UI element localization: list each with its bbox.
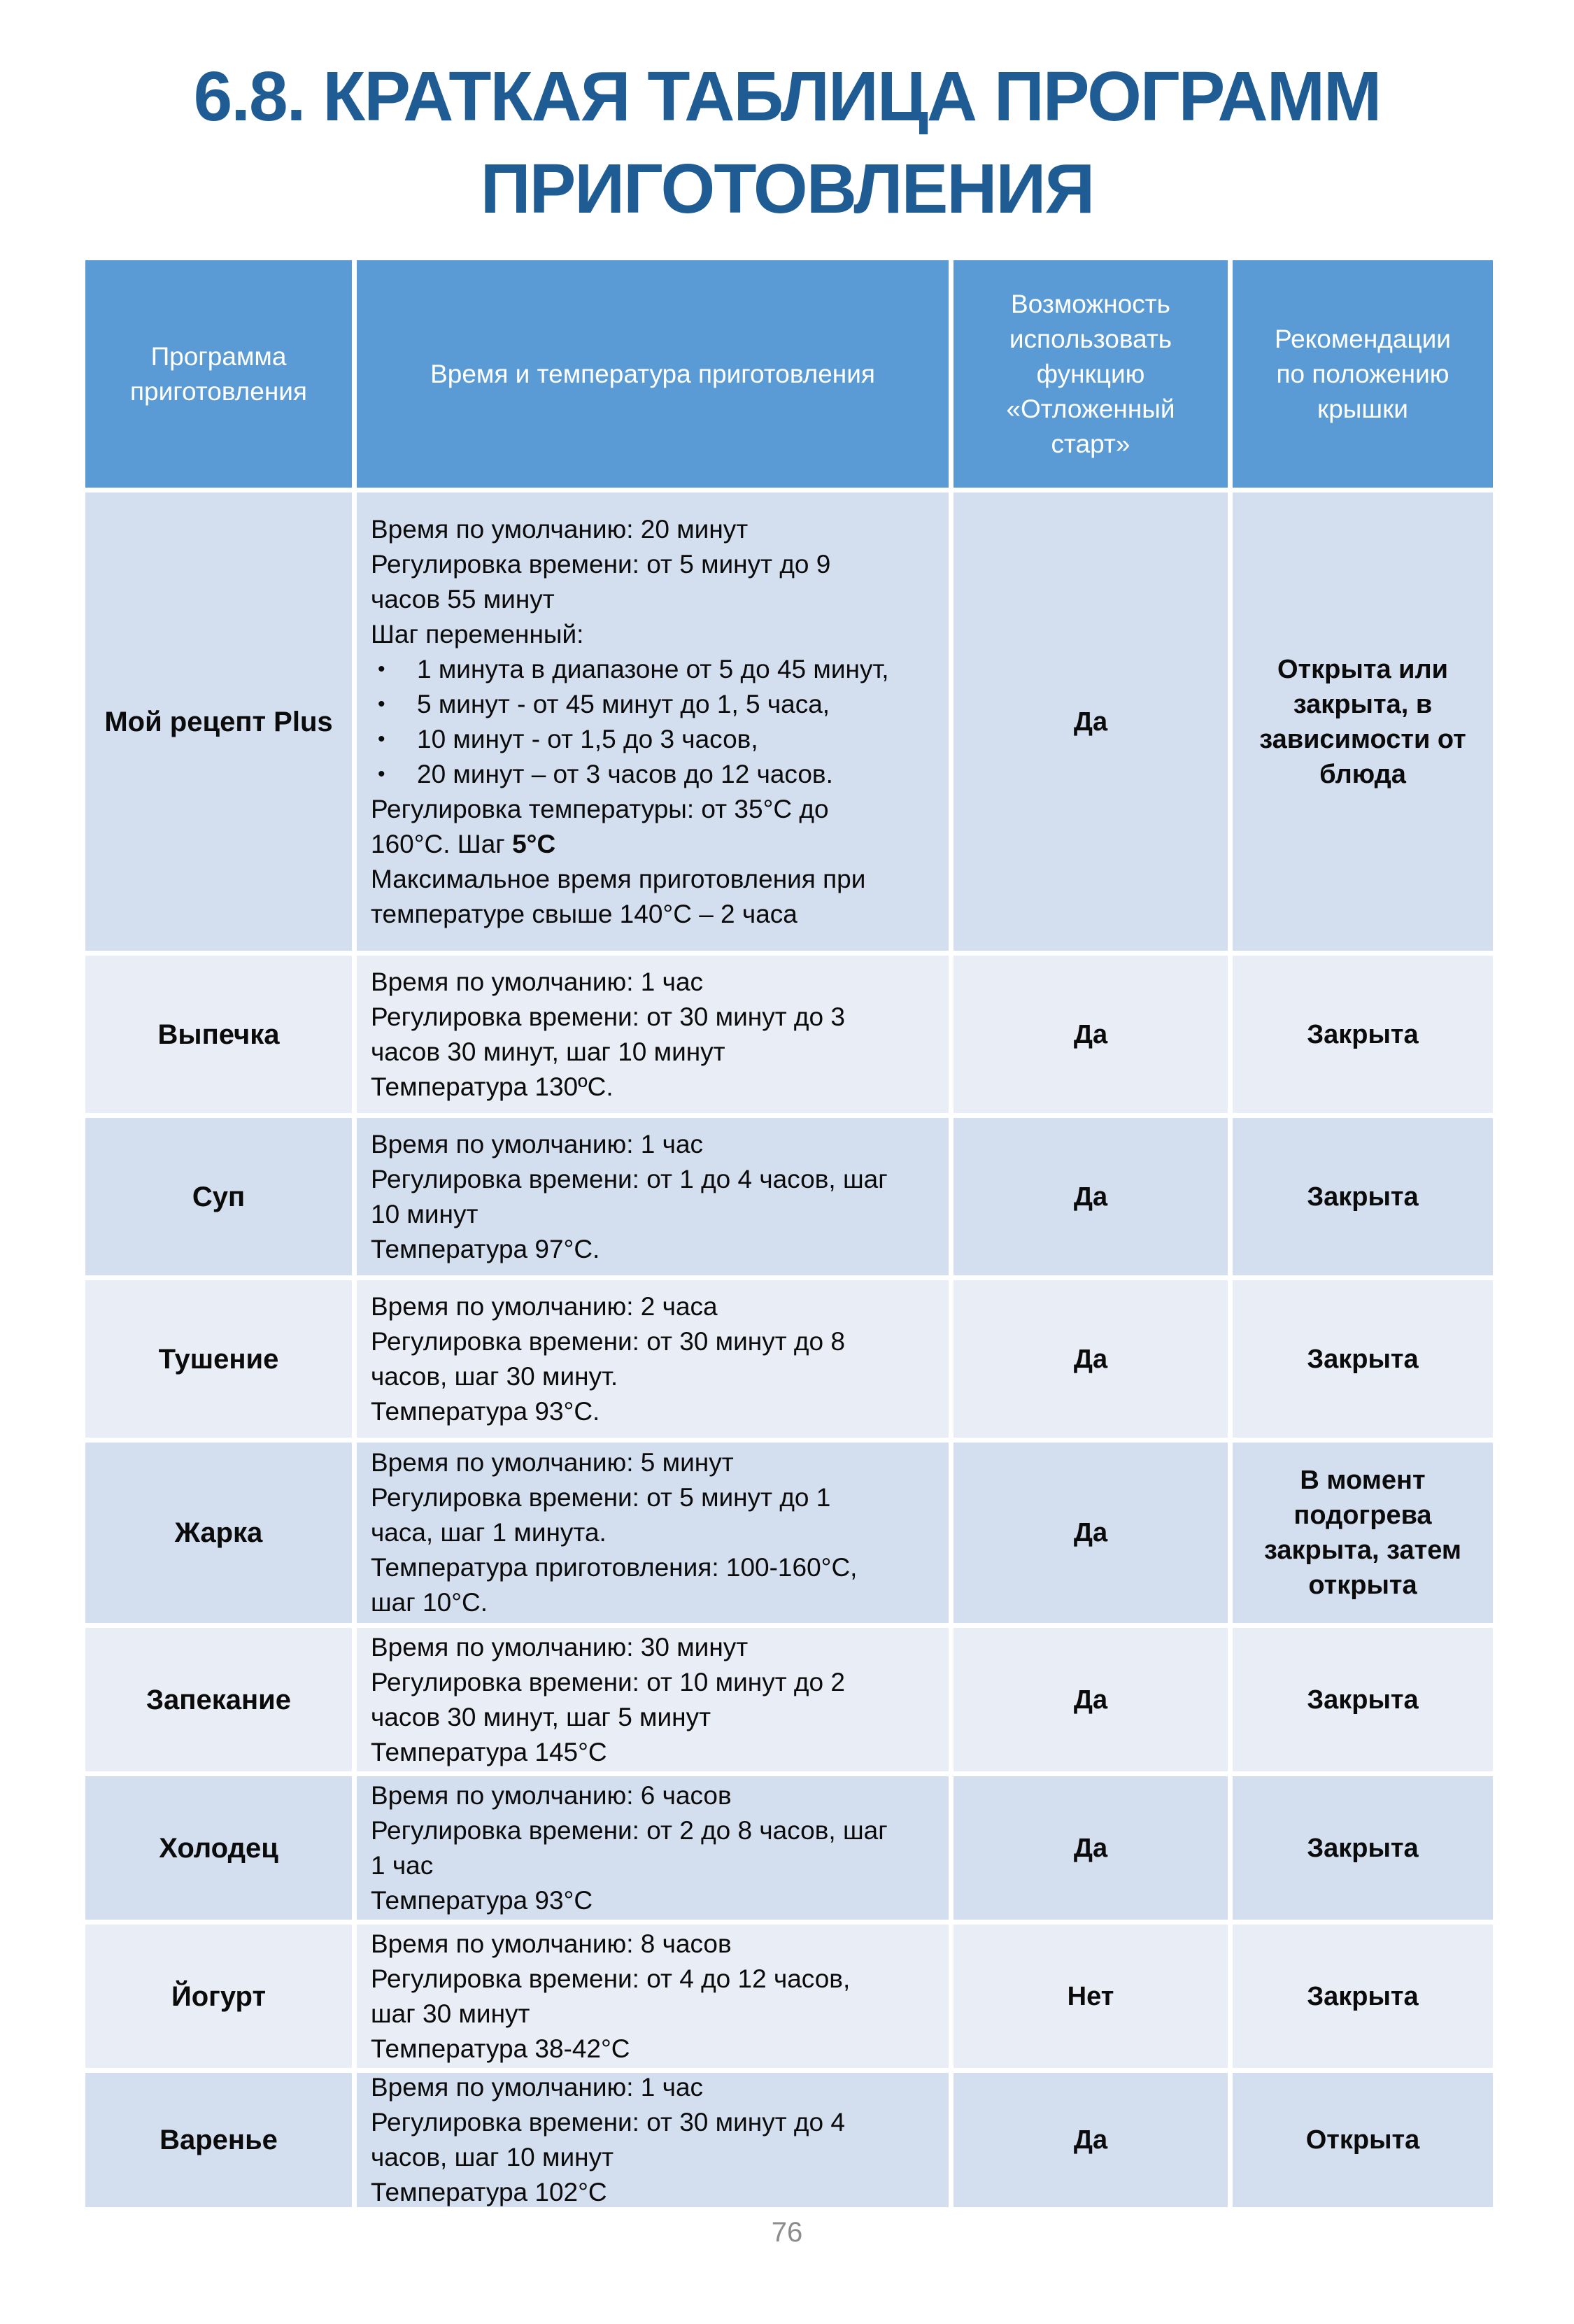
header-line: Программа <box>150 341 287 371</box>
lid-recommendation-cell <box>1233 1280 1493 1438</box>
detail-line: часов 30 минут, шаг 5 минут <box>371 1702 711 1731</box>
detail-line: Температура 97°С. <box>371 1234 600 1263</box>
lid-recommendation-line: блюда <box>1319 759 1406 789</box>
page-number: 76 <box>771 2217 803 2248</box>
time-temp-cell <box>357 1628 949 1771</box>
column-header-program <box>85 260 352 488</box>
cooking-programs-table <box>85 260 1574 2207</box>
detail-line: 160°С. Шаг 5°С <box>371 829 556 858</box>
time-temp-cell <box>357 1925 949 2068</box>
detail-line: Температура 93°С. <box>371 1396 600 1426</box>
header-line: старт» <box>1051 429 1130 458</box>
delayed-start-cell <box>953 1925 1228 2068</box>
header-line: использовать <box>1009 324 1172 353</box>
program-name: Варенье <box>159 2125 278 2155</box>
lid-recommendation-line: Закрыта <box>1307 1981 1419 2011</box>
header-line: «Отложенный <box>1006 394 1175 423</box>
header-line: Время и температура приготовления <box>430 359 875 388</box>
detail-line: 10 минут <box>371 1199 478 1228</box>
program-name-cell <box>85 1925 352 2068</box>
header-line: приготовления <box>130 376 307 406</box>
lid-recommendation-line: Закрыта <box>1307 1344 1419 1374</box>
program-name: Мой рецепт Plus <box>104 706 333 737</box>
lid-recommendation-line: Открыта <box>1305 2125 1420 2155</box>
lid-recommendation-line: открыта <box>1308 1571 1417 1600</box>
delayed-start-value: Да <box>1073 707 1108 737</box>
detail-line: Время по умолчанию: 2 часа <box>371 1291 718 1321</box>
lid-recommendation-line: В момент <box>1300 1466 1426 1495</box>
header-line: Рекомендации <box>1275 324 1451 353</box>
program-name: Йогурт <box>171 1981 267 2012</box>
program-name-cell <box>85 2073 352 2207</box>
delayed-start-cell <box>953 1280 1228 1438</box>
delayed-start-value: Да <box>1073 1344 1108 1374</box>
lid-recommendation-line: Закрыта <box>1307 1685 1419 1715</box>
program-name: Холодец <box>159 1832 278 1864</box>
time-temp-cell <box>357 1443 949 1623</box>
detail-line: Время по умолчанию: 1 час <box>371 1129 704 1159</box>
detail-line: Регулировка времени: от 10 минут до 2 <box>371 1667 845 1696</box>
detail-line: Регулировка времени: от 30 минут до 3 <box>371 1002 845 1031</box>
delayed-start-cell <box>953 493 1228 951</box>
time-temp-cell <box>357 1280 949 1438</box>
detail-line: 1 час <box>371 1850 434 1880</box>
lid-recommendation-cell <box>1233 2073 1493 2207</box>
delayed-start-value: Да <box>1073 1685 1108 1715</box>
lid-recommendation-line: Закрыта <box>1307 1182 1419 1212</box>
detail-line: часа, шаг 1 минута. <box>371 1518 607 1547</box>
program-name: Запекание <box>146 1684 291 1715</box>
detail-line: температуре свыше 140°С – 2 часа <box>371 899 797 928</box>
detail-line: • 20 минут – от 3 часов до 12 часов. <box>371 757 942 792</box>
detail-line: Время по умолчанию: 20 минут <box>371 514 749 544</box>
lid-recommendation-cell <box>1233 493 1493 951</box>
detail-line: Время по умолчанию: 8 часов <box>371 1929 732 1958</box>
header-line: по положению <box>1276 359 1449 388</box>
detail-line: • 10 минут - от 1,5 до 3 часов, <box>371 722 942 757</box>
detail-line: часов, шаг 10 минут <box>371 2143 614 2171</box>
detail-line: Регулировка времени: от 1 до 4 часов, шаг <box>371 1164 888 1193</box>
header-line: функцию <box>1036 359 1145 388</box>
detail-line: шаг 10°С. <box>371 1588 488 1617</box>
detail-line: Температура приготовления: 100-160°С, <box>371 1553 858 1582</box>
detail-line: Температура 145°С <box>371 1737 607 1766</box>
bullet-icon: • <box>378 727 385 751</box>
delayed-start-cell <box>953 1776 1228 1920</box>
bullet-icon: • <box>378 657 385 681</box>
detail-line: Шаг переменный: <box>371 619 584 649</box>
lid-recommendation-line: закрыта, в <box>1293 689 1433 719</box>
header-line: Возможность <box>1011 289 1170 318</box>
lid-recommendation-line: Закрыта <box>1307 1833 1419 1863</box>
delayed-start-value: Нет <box>1067 1981 1114 2011</box>
delayed-start-value: Да <box>1073 1518 1108 1547</box>
program-name-cell <box>85 1628 352 1771</box>
section-title: 6.8. КРАТКАЯ ТАБЛИЦА ПРОГРАММ ПРИГОТОВЛЕНИЯ <box>193 57 1381 228</box>
program-name-cell <box>85 1280 352 1438</box>
time-temp-cell <box>357 2073 949 2207</box>
lid-recommendation-line: Закрыта <box>1307 1019 1419 1049</box>
detail-line: шаг 30 минут <box>371 1999 530 2028</box>
program-name: Жарка <box>174 1517 263 1548</box>
time-temp-cell <box>357 1776 949 1920</box>
detail-line: Регулировка времени: от 5 минут до 9 <box>371 549 831 579</box>
detail-line: Время по умолчанию: 5 минут <box>371 1448 734 1477</box>
detail-line: Температура 38-42°С <box>371 2034 630 2063</box>
detail-line: часов 30 минут, шаг 10 минут <box>371 1037 725 1066</box>
program-name-cell <box>85 1776 352 1920</box>
detail-line: Регулировка времени: от 2 до 8 часов, шаг <box>371 1815 888 1845</box>
bullet-icon: • <box>378 692 385 716</box>
delayed-start-value: Да <box>1073 1019 1108 1049</box>
delayed-start-cell <box>953 1628 1228 1771</box>
delayed-start-value: Да <box>1073 2125 1108 2155</box>
delayed-start-cell <box>953 1118 1228 1275</box>
time-temp-cell <box>357 493 949 951</box>
detail-line: Температура 102°С <box>371 2178 607 2206</box>
delayed-start-value: Да <box>1073 1833 1108 1863</box>
program-name-cell <box>85 493 352 951</box>
delayed-start-cell <box>953 956 1228 1113</box>
bullet-icon: • <box>378 762 385 786</box>
column-header-time-temp <box>357 260 949 488</box>
delayed-start-cell <box>953 1443 1228 1623</box>
program-name: Суп <box>192 1181 246 1212</box>
detail-line: Регулировка времени: от 5 минут до 1 <box>371 1483 831 1512</box>
lid-recommendation-line: Открыта или <box>1277 654 1448 684</box>
detail-line: Температура 130ºС. <box>371 1072 614 1101</box>
time-temp-cell <box>357 956 949 1113</box>
column-header-delayed-start <box>953 260 1228 488</box>
detail-line: Регулировка времени: от 4 до 12 часов, <box>371 1964 851 1993</box>
detail-line: Регулировка времени: от 30 минут до 4 <box>371 2108 845 2137</box>
bold-step-value: 5°С <box>512 829 556 858</box>
lid-recommendation-cell <box>1233 1118 1493 1275</box>
detail-line: • 5 минут - от 45 минут до 1, 5 часа, <box>371 687 942 722</box>
lid-recommendation-cell <box>1233 1443 1493 1623</box>
lid-recommendation-line: подогрева <box>1293 1501 1432 1530</box>
detail-line: Время по умолчанию: 1 час <box>371 2073 704 2102</box>
lid-recommendation-cell <box>1233 1925 1493 2068</box>
program-name: Тушение <box>158 1343 279 1375</box>
detail-line: Регулировка времени: от 30 минут до 8 <box>371 1326 845 1356</box>
lid-recommendation-cell <box>1233 1628 1493 1771</box>
program-name-cell <box>85 1443 352 1623</box>
detail-line: Максимальное время приготовления при <box>371 864 866 893</box>
column-header-lid-recommendation <box>1233 260 1493 488</box>
detail-line: • 1 минута в диапазоне от 5 до 45 минут, <box>371 652 942 687</box>
detail-line: Температура 93°С <box>371 1885 593 1915</box>
time-temp-cell <box>357 1118 949 1275</box>
lid-recommendation-line: закрыта, затем <box>1264 1536 1461 1565</box>
program-name-cell <box>85 956 352 1113</box>
header-line: крышки <box>1317 394 1408 423</box>
lid-recommendation-line: зависимости от <box>1259 724 1466 754</box>
detail-line: Время по умолчанию: 6 часов <box>371 1780 732 1810</box>
lid-recommendation-cell <box>1233 1776 1493 1920</box>
lid-recommendation-cell <box>1233 956 1493 1113</box>
detail-line: часов, шаг 30 минут. <box>371 1361 618 1391</box>
delayed-start-value: Да <box>1073 1182 1108 1212</box>
detail-line: часов 55 минут <box>371 584 555 614</box>
program-name-cell <box>85 1118 352 1275</box>
delayed-start-cell <box>953 2073 1228 2207</box>
program-name: Выпечка <box>157 1019 280 1050</box>
detail-line: Время по умолчанию: 30 минут <box>371 1632 749 1661</box>
detail-line: Регулировка температуры: от 35°С до <box>371 794 829 823</box>
detail-line: Время по умолчанию: 1 час <box>371 967 704 996</box>
